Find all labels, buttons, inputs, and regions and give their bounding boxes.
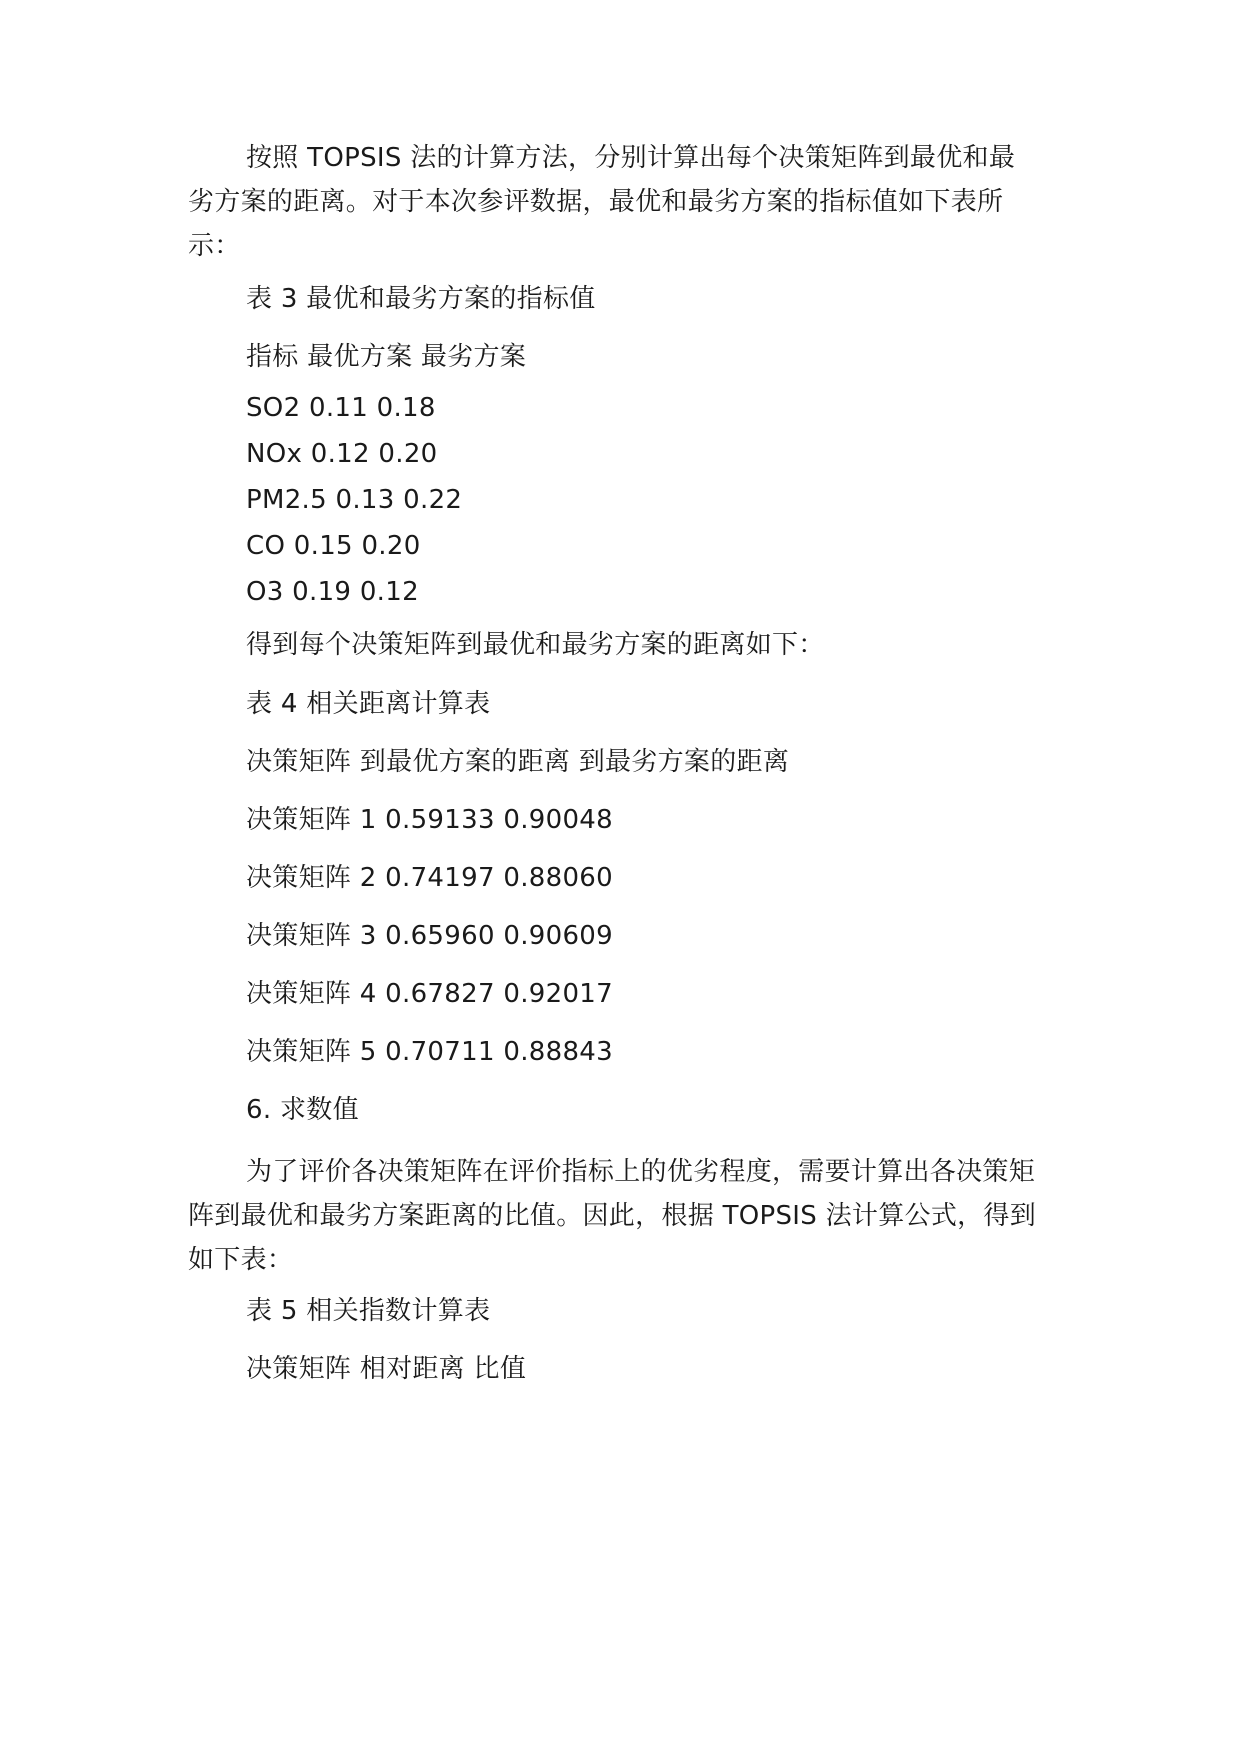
distance-intro: 得到每个决策矩阵到最优和最劣方案的距离如下：	[246, 630, 825, 660]
table3-row: PM2.5 0.13 0.22	[246, 485, 463, 515]
section6-paragraph: 为了评价各决策矩阵在评价指标上的优劣程度，需要计算出各决策矩阵到最优和最劣方案距离的比值。因此，根据 TOPSIS 法计算公式，得到如下表：	[188, 1157, 1037, 1275]
table3-row: O3 0.19 0.12	[246, 577, 419, 607]
section6-heading: 6. 求数值	[246, 1095, 359, 1125]
table4-row: 决策矩阵 2 0.74197 0.88060	[246, 863, 613, 893]
table3-row: NOx 0.12 0.20	[246, 439, 438, 469]
table3-header: 指标 最优方案 最劣方案	[246, 342, 527, 372]
table4-row: 决策矩阵 3 0.65960 0.90609	[246, 921, 613, 951]
table3-row: CO 0.15 0.20	[246, 531, 421, 561]
table5-header: 决策矩阵 相对距离 比值	[246, 1354, 527, 1384]
intro-paragraph: 按照 TOPSIS 法的计算方法，分别计算出每个决策矩阵到最优和最劣方案的距离。对于本次参评数据，最优和最劣方案的指标值如下表所示：	[188, 143, 1016, 261]
table4-row: 决策矩阵 5 0.70711 0.88843	[246, 1037, 613, 1067]
table4-row: 决策矩阵 4 0.67827 0.92017	[246, 979, 613, 1009]
table4-header: 决策矩阵 到最优方案的距离 到最劣方案的距离	[246, 747, 790, 777]
table3-caption: 表 3 最优和最劣方案的指标值	[246, 284, 596, 314]
table4-row: 决策矩阵 1 0.59133 0.90048	[246, 805, 613, 835]
table4-caption: 表 4 相关距离计算表	[246, 689, 491, 719]
table3-row: SO2 0.11 0.18	[246, 393, 436, 423]
table5-caption: 表 5 相关指数计算表	[246, 1296, 491, 1326]
